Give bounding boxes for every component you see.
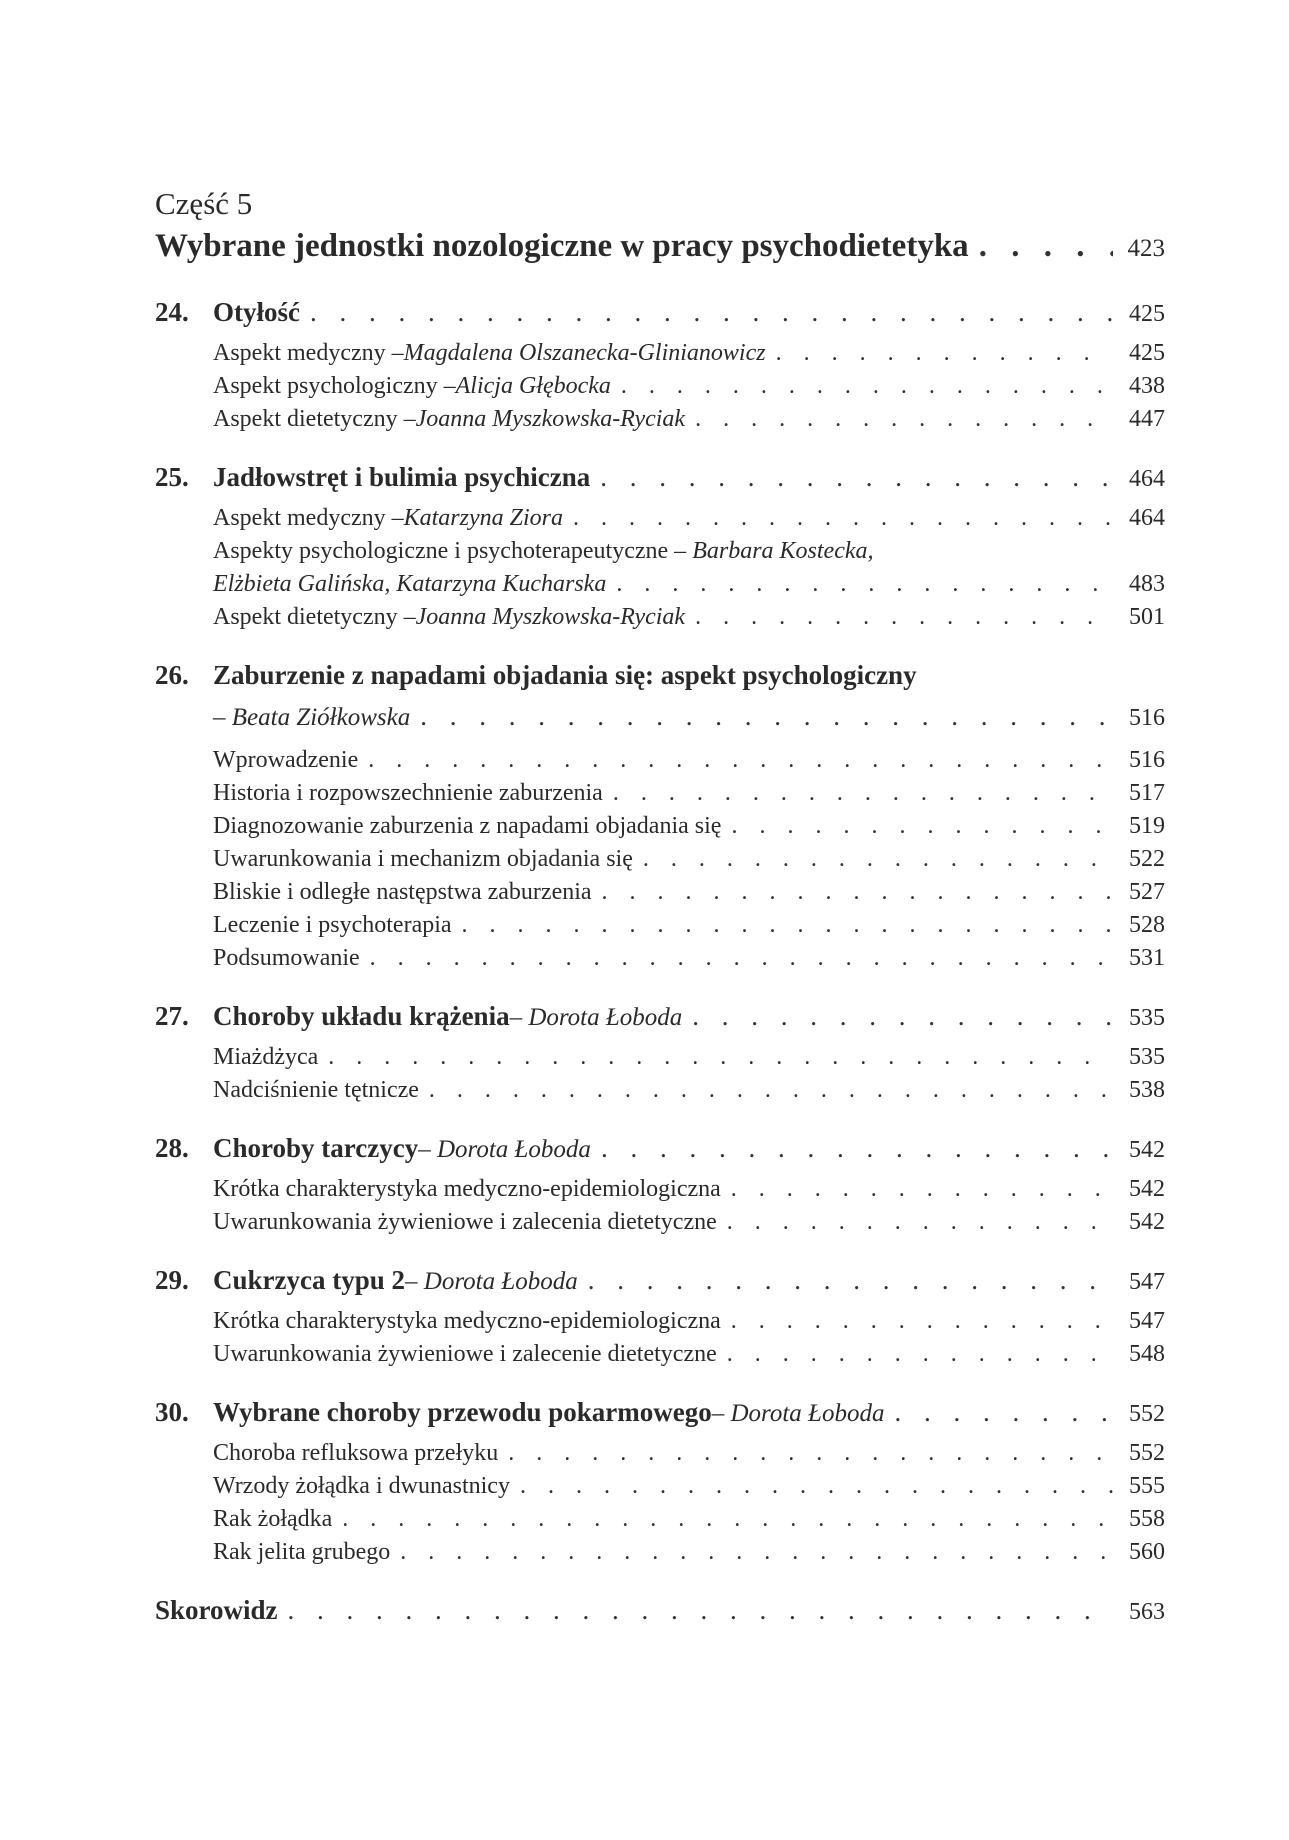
- section-row[interactable]: [213, 1470, 1165, 1503]
- page-number: 542: [1129, 1137, 1165, 1163]
- section-row[interactable]: [213, 1206, 1165, 1239]
- section-label: Nadciśnienie tętnicze: [213, 1077, 419, 1103]
- leader-dots: [616, 568, 1113, 601]
- leader-dots: [420, 696, 1113, 736]
- section-label: Uwarunkowania i mechanizm objadania się: [213, 846, 633, 872]
- section-label: Uwarunkowania żywieniowe i zalecenia dietetyczne: [213, 1209, 717, 1235]
- chapter-title-continued-row[interactable]: [155, 696, 1165, 738]
- section-label: Aspekt psychologiczny –: [213, 373, 456, 399]
- section-label: Aspekt medyczny –: [213, 340, 404, 366]
- leader-dots: [520, 1470, 1113, 1503]
- section-label: Aspekty psychologiczne i psychoterapeutyczne –: [213, 538, 687, 564]
- page-number: 527: [1129, 879, 1165, 905]
- chapter-number: 28.: [155, 1133, 189, 1163]
- chapter-row[interactable]: [155, 456, 1165, 500]
- leader-dots: [288, 1589, 1113, 1631]
- leader-dots: [643, 843, 1113, 876]
- section-row[interactable]: [213, 370, 1165, 403]
- page-number: 560: [1129, 1539, 1165, 1565]
- chapter-sections: [155, 1437, 1165, 1569]
- section-row[interactable]: [213, 1305, 1165, 1338]
- leader-dots: [601, 1127, 1113, 1169]
- page-number: 516: [1129, 705, 1165, 731]
- section-label: Bliskie i odległe następstwa zaburzenia: [213, 879, 592, 905]
- section-author: Joanna Myszkowska-Ryciak: [415, 406, 686, 432]
- section-label: Podsumowanie: [213, 945, 360, 971]
- leader-dots: [894, 1391, 1113, 1433]
- section-label: Wprowadzenie: [213, 747, 359, 773]
- chapter-24: [155, 291, 1165, 436]
- section-row[interactable]: [213, 1338, 1165, 1371]
- section-row[interactable]: [213, 502, 1165, 535]
- leader-dots: [429, 1074, 1113, 1107]
- section-label: Wrzody żołądka i dwunastnicy: [213, 1473, 510, 1499]
- chapter-number: 25.: [155, 462, 189, 492]
- chapter-row[interactable]: [155, 995, 1165, 1039]
- section-row[interactable]: [213, 403, 1165, 436]
- section-row[interactable]: [213, 601, 1165, 634]
- section-label: Rak żołądka: [213, 1506, 333, 1532]
- leader-dots: [400, 1536, 1113, 1569]
- index-title: Skorowidz: [155, 1595, 278, 1625]
- page-number: 548: [1129, 1341, 1165, 1367]
- section-line-1: [213, 535, 1165, 568]
- page-number: 528: [1129, 912, 1165, 938]
- leader-dots: [621, 370, 1113, 403]
- page-number: 464: [1129, 466, 1165, 492]
- leader-dots: [370, 942, 1113, 975]
- page-number: 542: [1129, 1209, 1165, 1235]
- section-row[interactable]: [213, 1041, 1165, 1074]
- chapter-row[interactable]: [155, 1391, 1165, 1435]
- chapter-sections: [155, 744, 1165, 975]
- leader-dots: [368, 744, 1113, 777]
- section-author: Magdalena Olszanecka-Glinianowicz: [403, 340, 766, 366]
- leader-dots: [342, 1503, 1113, 1536]
- page-number: 531: [1129, 945, 1165, 971]
- section-row[interactable]: [213, 876, 1165, 909]
- chapter-27: [155, 995, 1165, 1107]
- section-row[interactable]: [213, 337, 1165, 370]
- chapter-title: Wybrane choroby przewodu pokarmowego: [213, 1397, 712, 1427]
- chapter-sections: [155, 1041, 1165, 1107]
- chapter-30: [155, 1391, 1165, 1569]
- page-number: 563: [1129, 1599, 1165, 1625]
- section-label: Leczenie i psychoterapia: [213, 912, 452, 938]
- chapter-sections: [155, 337, 1165, 436]
- chapter-29: [155, 1259, 1165, 1371]
- section-row-wrapped[interactable]: [213, 535, 1165, 601]
- chapter-author: – Dorota Łoboda: [711, 1400, 885, 1427]
- section-author-continued: Elżbieta Galińska, Katarzyna Kucharska: [213, 571, 607, 597]
- leader-dots: [776, 337, 1113, 370]
- chapter-title: Otyłość: [213, 297, 300, 327]
- section-row[interactable]: [213, 1074, 1165, 1107]
- leader-dots: [508, 1437, 1113, 1470]
- chapter-sections: [155, 1173, 1165, 1239]
- chapter-sections: [155, 502, 1165, 634]
- leader-dots: [310, 291, 1113, 333]
- chapter-25: [155, 456, 1165, 634]
- section-row[interactable]: [213, 777, 1165, 810]
- section-label: Rak jelita grubego: [213, 1539, 391, 1565]
- page-number: 483: [1129, 571, 1165, 597]
- chapter-row[interactable]: [155, 291, 1165, 335]
- chapter-sections: [155, 1305, 1165, 1371]
- section-label: Aspekt dietetyczny –: [213, 604, 416, 630]
- page-number: 423: [1127, 235, 1165, 262]
- leader-dots: [692, 995, 1113, 1037]
- section-label: Historia i rozpowszechnienie zaburzenia: [213, 780, 603, 806]
- page-number: 552: [1129, 1440, 1165, 1466]
- section-author: Alicja Głębocka: [455, 373, 611, 399]
- chapter-26: [155, 654, 1165, 975]
- page-number: 438: [1129, 373, 1165, 399]
- leader-dots: [731, 810, 1113, 843]
- section-line-2: [213, 568, 1165, 601]
- page-number: 535: [1129, 1044, 1165, 1070]
- page-number: 547: [1129, 1269, 1165, 1295]
- chapter-author: – Dorota Łoboda: [509, 1004, 683, 1031]
- page-number: 552: [1129, 1401, 1165, 1427]
- section-row[interactable]: [213, 1173, 1165, 1206]
- section-row[interactable]: [213, 810, 1165, 843]
- page-number: 522: [1129, 846, 1165, 872]
- leader-dots: [588, 1259, 1113, 1301]
- chapter-number: 27.: [155, 1001, 189, 1031]
- leader-dots: [613, 777, 1113, 810]
- page-number: 558: [1129, 1506, 1165, 1532]
- chapter-author: – Dorota Łoboda: [418, 1136, 591, 1163]
- page-number: 425: [1129, 301, 1165, 327]
- leader-dots: [979, 224, 1113, 268]
- leader-dots: [573, 502, 1113, 535]
- section-row[interactable]: [213, 1503, 1165, 1536]
- leader-dots: [328, 1041, 1113, 1074]
- section-label: Krótka charakterystyka medyczno-epidemiologiczna: [213, 1308, 721, 1334]
- section-row[interactable]: [213, 909, 1165, 942]
- leader-dots: [731, 1305, 1113, 1338]
- leader-dots: [695, 601, 1113, 634]
- section-label: Aspekt dietetyczny –: [213, 406, 416, 432]
- section-row[interactable]: [213, 1536, 1165, 1569]
- chapter-author: – Beata Ziółkowska: [213, 704, 411, 731]
- chapter-title: Cukrzyca typu 2: [213, 1265, 406, 1295]
- section-row[interactable]: [213, 744, 1165, 777]
- part-label: Część 5: [155, 186, 253, 221]
- section-author: Barbara Kostecka,: [692, 538, 874, 564]
- chapter-title: Zaburzenie z napadami objadania się: aspekt psychologiczny: [213, 660, 917, 690]
- chapter-28: [155, 1127, 1165, 1239]
- chapter-number: 26.: [155, 660, 189, 690]
- chapter-author: – Dorota Łoboda: [405, 1268, 578, 1295]
- section-author: Joanna Myszkowska-Ryciak: [415, 604, 686, 630]
- part-title-row[interactable]: [155, 224, 1165, 271]
- chapter-number: 24.: [155, 297, 189, 327]
- chapter-title: Jadłowstręt i bulimia psychiczna: [213, 462, 591, 492]
- section-label: Uwarunkowania żywieniowe i zalecenie dietetyczne: [213, 1341, 717, 1367]
- chapter-row[interactable]: [155, 654, 1165, 696]
- section-row[interactable]: [213, 843, 1165, 876]
- page-number: 517: [1129, 780, 1165, 806]
- index-row[interactable]: [155, 1589, 1165, 1633]
- part-title: Wybrane jednostki nozologiczne w pracy psychodietetyka: [155, 228, 969, 264]
- section-author: Katarzyna Ziora: [403, 505, 563, 531]
- page-number: 535: [1129, 1005, 1165, 1031]
- page-number: 501: [1129, 604, 1165, 630]
- chapter-number: 30.: [155, 1397, 189, 1427]
- page-number: 516: [1129, 747, 1165, 773]
- section-label: Miażdżyca: [213, 1044, 319, 1070]
- leader-dots: [727, 1206, 1113, 1239]
- section-label: Diagnozowanie zaburzenia z napadami objadania się: [213, 813, 722, 839]
- leader-dots: [727, 1338, 1113, 1371]
- table-of-contents: [155, 184, 1165, 1633]
- chapter-number: 29.: [155, 1265, 189, 1295]
- section-label: Krótka charakterystyka medyczno-epidemiologiczna: [213, 1176, 721, 1202]
- leader-dots: [602, 876, 1113, 909]
- page-number: 464: [1129, 505, 1165, 531]
- leader-dots: [731, 1173, 1113, 1206]
- leader-dots: [695, 403, 1113, 436]
- chapter-row[interactable]: [155, 1259, 1165, 1303]
- page-number: 519: [1129, 813, 1165, 839]
- section-row[interactable]: [213, 1437, 1165, 1470]
- page-number: 538: [1129, 1077, 1165, 1103]
- page-number: 425: [1129, 340, 1165, 366]
- leader-dots: [600, 456, 1113, 498]
- page-number: 547: [1129, 1308, 1165, 1334]
- chapter-title: Choroby tarczycy: [213, 1133, 419, 1163]
- section-label: Choroba refluksowa przełyku: [213, 1440, 499, 1466]
- section-label: Aspekt medyczny –: [213, 505, 404, 531]
- chapter-row[interactable]: [155, 1127, 1165, 1171]
- page-number: 542: [1129, 1176, 1165, 1202]
- chapter-title: Choroby układu krążenia: [213, 1001, 510, 1031]
- section-row[interactable]: [213, 942, 1165, 975]
- page-number: 447: [1129, 406, 1165, 432]
- leader-dots: [462, 909, 1113, 942]
- page-number: 555: [1129, 1473, 1165, 1499]
